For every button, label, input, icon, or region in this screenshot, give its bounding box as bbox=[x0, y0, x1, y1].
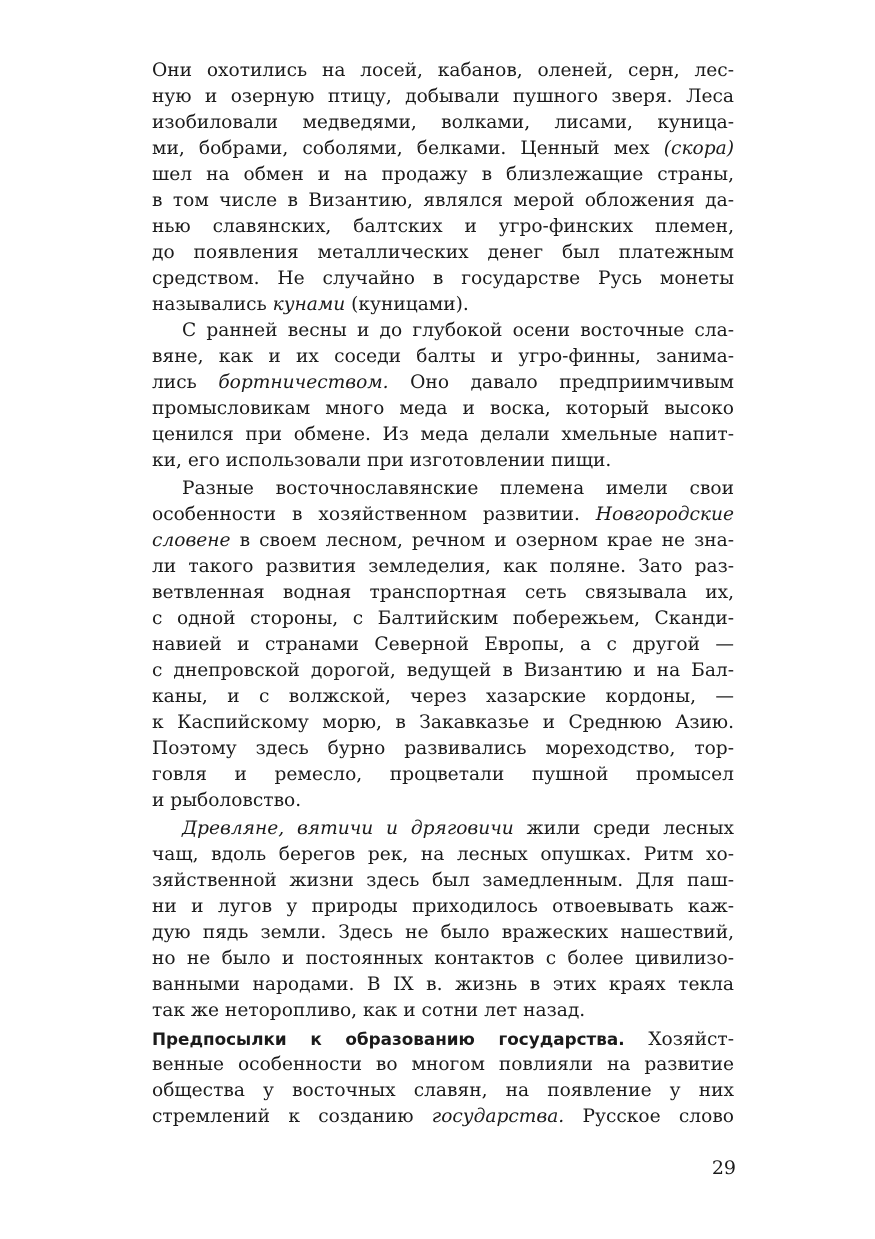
text-line: ми, бобрами, соболями, белками. Ценный мех (скора) bbox=[152, 138, 734, 159]
text-line: общества у восточных славян, на появление у них bbox=[152, 1080, 734, 1101]
text-line: чащ, вдоль берегов рек, на лесных опушках. Ритм хо- bbox=[152, 844, 734, 865]
text-line: до появления металлических денег был платежным bbox=[152, 242, 734, 263]
italic-term: Новгородские bbox=[595, 504, 734, 525]
text-line: назывались кунами (куницами). bbox=[152, 294, 469, 315]
text-line: но не было и постоянных контактов с более цивилизо- bbox=[152, 948, 734, 969]
text-line: особенности в хозяйственном развитии. Новгородские bbox=[152, 504, 734, 525]
text-line: Разные восточнославянские племена имели свои bbox=[182, 478, 734, 499]
text-line: и рыболовство. bbox=[152, 790, 302, 811]
italic-term: кунами bbox=[272, 294, 346, 315]
text-line: словене в своем лесном, речном и озерном крае не зна- bbox=[152, 530, 734, 551]
text-line: вяне, как и их соседи балты и угро-финны, занима- bbox=[152, 346, 734, 367]
section-heading-line: Предпосылки к образованию государства. Хозяйст- bbox=[152, 1029, 734, 1050]
text-line: с днепровской дорогой, ведущей в Византию и на Бал- bbox=[152, 660, 734, 681]
italic-term: (скора) bbox=[663, 138, 734, 159]
text-line: ценился при обмене. Из меда делали хмельные напит- bbox=[152, 424, 734, 445]
text-line: стремлений к созданию государства. Русское слово bbox=[152, 1106, 734, 1127]
text-line: ванными народами. В IX в. жизнь в этих краях текла bbox=[152, 974, 734, 995]
italic-term: государства. bbox=[431, 1106, 565, 1127]
text-line: в том числе в Византию, являлся мерой обложения да- bbox=[152, 190, 734, 211]
text-line: изобиловали медведями, волками, лисами, куница- bbox=[152, 112, 734, 133]
text-line: Они охотились на лосей, кабанов, оленей, серн, лес- bbox=[152, 60, 734, 81]
text-line: каны, и с волжской, через хазарские кордоны, — bbox=[152, 686, 734, 707]
text-line: к Каспийскому морю, в Закавказье и Среднюю Азию. bbox=[152, 712, 734, 733]
text-line: венные особенности во многом повлияли на развитие bbox=[152, 1054, 734, 1075]
text-line: говля и ремесло, процветали пушной промысел bbox=[152, 764, 734, 785]
text-line: так же неторопливо, как и сотни лет назад. bbox=[152, 1000, 586, 1021]
italic-term: словене bbox=[152, 530, 231, 551]
text-line: средством. Не случайно в государстве Русь монеты bbox=[152, 268, 734, 289]
text-line: ную и озерную птицу, добывали пушного зверя. Леса bbox=[152, 86, 734, 107]
text-line: Древляне, вятичи и дряговичи жили среди лесных bbox=[182, 818, 734, 839]
text-line: шел на обмен и на продажу в близлежащие страны, bbox=[152, 164, 734, 185]
italic-term: Древляне, вятичи и дряговичи bbox=[182, 818, 514, 839]
text-line: дую пядь земли. Здесь не было вражеских нашествий, bbox=[152, 922, 734, 943]
text-line: ни и лугов у природы приходилось отвоевывать каж- bbox=[152, 896, 734, 917]
text-line: нью славянских, балтских и угро-финских племен, bbox=[152, 216, 734, 237]
italic-term: бортничеством. bbox=[218, 372, 389, 393]
section-heading: Предпосылки к образованию государства. bbox=[152, 1029, 625, 1049]
text-line: ли такого развития земледелия, как поляне. Зато раз- bbox=[152, 556, 734, 577]
text-line: ветвленная водная транспортная сеть связывала их, bbox=[152, 582, 734, 603]
text-line: навией и странами Северной Европы, а с другой — bbox=[152, 634, 734, 655]
text-line: промысловикам много меда и воска, который высоко bbox=[152, 398, 734, 419]
text-line: зяйственной жизни здесь был замедленным. Для паш- bbox=[152, 870, 734, 891]
text-line: С ранней весны и до глубокой осени восточные сла- bbox=[182, 320, 734, 341]
text-line: лись бортничеством. Оно давало предприимчивым bbox=[152, 372, 734, 393]
page-number: 29 bbox=[711, 1157, 736, 1179]
text-body bbox=[152, 58, 734, 1130]
text-line: с одной стороны, с Балтийским побережьем, Сканди- bbox=[152, 608, 734, 629]
text-line: ки, его использовали при изготовлении пищи. bbox=[152, 450, 612, 471]
text-line: Поэтому здесь бурно развивались мореходство, тор- bbox=[152, 738, 734, 759]
